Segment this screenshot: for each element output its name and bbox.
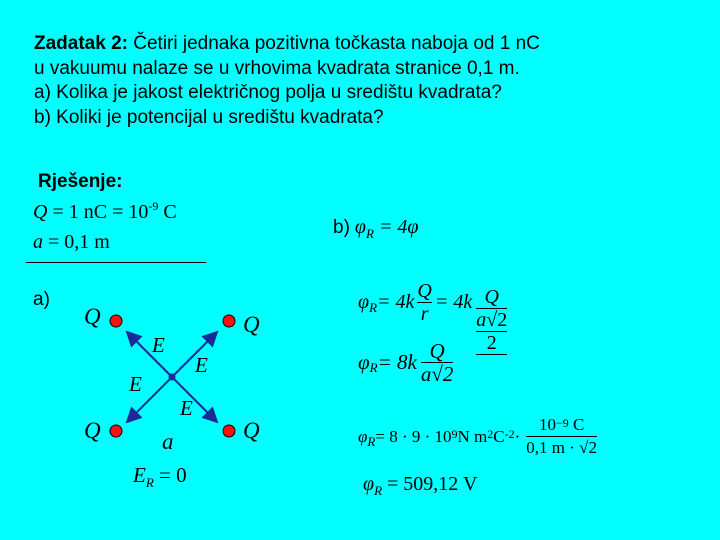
frac-q-over-half-diagonal: $\frac{Q}{\frac{a√2}{2}}$	[476, 286, 508, 354]
solution-heading: Rješenje:	[38, 171, 123, 192]
problem-line-2: u vakuumu nalaze se u vrhovima kvadrata stranice 0,1 m.	[34, 57, 520, 79]
frac-numeric: $\frac{10^{-9} C}{0,1 m \cdot √2}$	[526, 415, 598, 457]
field-label-bottom-right: E	[180, 396, 193, 420]
charge-dot-bottom-right	[223, 425, 235, 437]
part-a-label: a)	[33, 289, 50, 310]
eq-b-3: φ R = 8k $\frac{Q}{a√2}$	[358, 339, 454, 386]
problem-line-1: Zadatak 2: Četiri jednaka pozitivna točkasta naboja od 1 nC	[34, 33, 540, 54]
charge-dot-top-left	[110, 315, 122, 327]
field-label-top-right: E	[195, 353, 208, 377]
eq-b-4: φ R = 8 · 9 · 10 $^9$ N m $^2$ C $^{-2}$ · $\frac{10^{-9} C}{0,1 m \cdot √2}$	[358, 415, 598, 457]
problem-label: Zadatak 2:	[34, 33, 128, 54]
eq-b-2: φ R = 4k $\frac{Q}{r}$ = 4k $\frac{Q}{\frac{a√2}{2}}$	[358, 280, 508, 354]
field-label-bottom-left: E	[129, 372, 142, 396]
charge-dot-bottom-left	[110, 425, 122, 437]
charge-label-bottom-right: Q	[243, 418, 260, 443]
charge-label-top-left: Q	[84, 304, 101, 329]
charge-label-bottom-left: Q	[84, 418, 101, 443]
field-label-top-left: E	[152, 333, 165, 357]
frac-q-over-diagonal: $\frac{Q}{a√2}$	[420, 339, 454, 386]
charge-label-top-right: Q	[243, 312, 260, 337]
problem-line-3: a) Kolika je jakost električnog polja u središtu kvadrata?	[34, 82, 502, 103]
problem-line-4: b) Koliki je potencijal u središtu kvadrata?	[34, 106, 384, 128]
frac-q-over-r: $\frac{Q}{r}$	[417, 280, 432, 325]
result-field: $E_R = 0$	[133, 463, 187, 490]
given-a: a = 0,1 m	[33, 231, 110, 253]
result-potential: $\varphi_R = 509,12$ V	[363, 473, 478, 498]
square-center-dot	[169, 374, 176, 381]
charge-dot-top-right	[223, 315, 235, 327]
given-q: Q = 1 nC = $10^{-9}$ C	[33, 199, 177, 223]
eq-b-1: b) $\varphi_R = 4\varphi$	[333, 216, 419, 241]
side-label: a	[162, 429, 174, 454]
